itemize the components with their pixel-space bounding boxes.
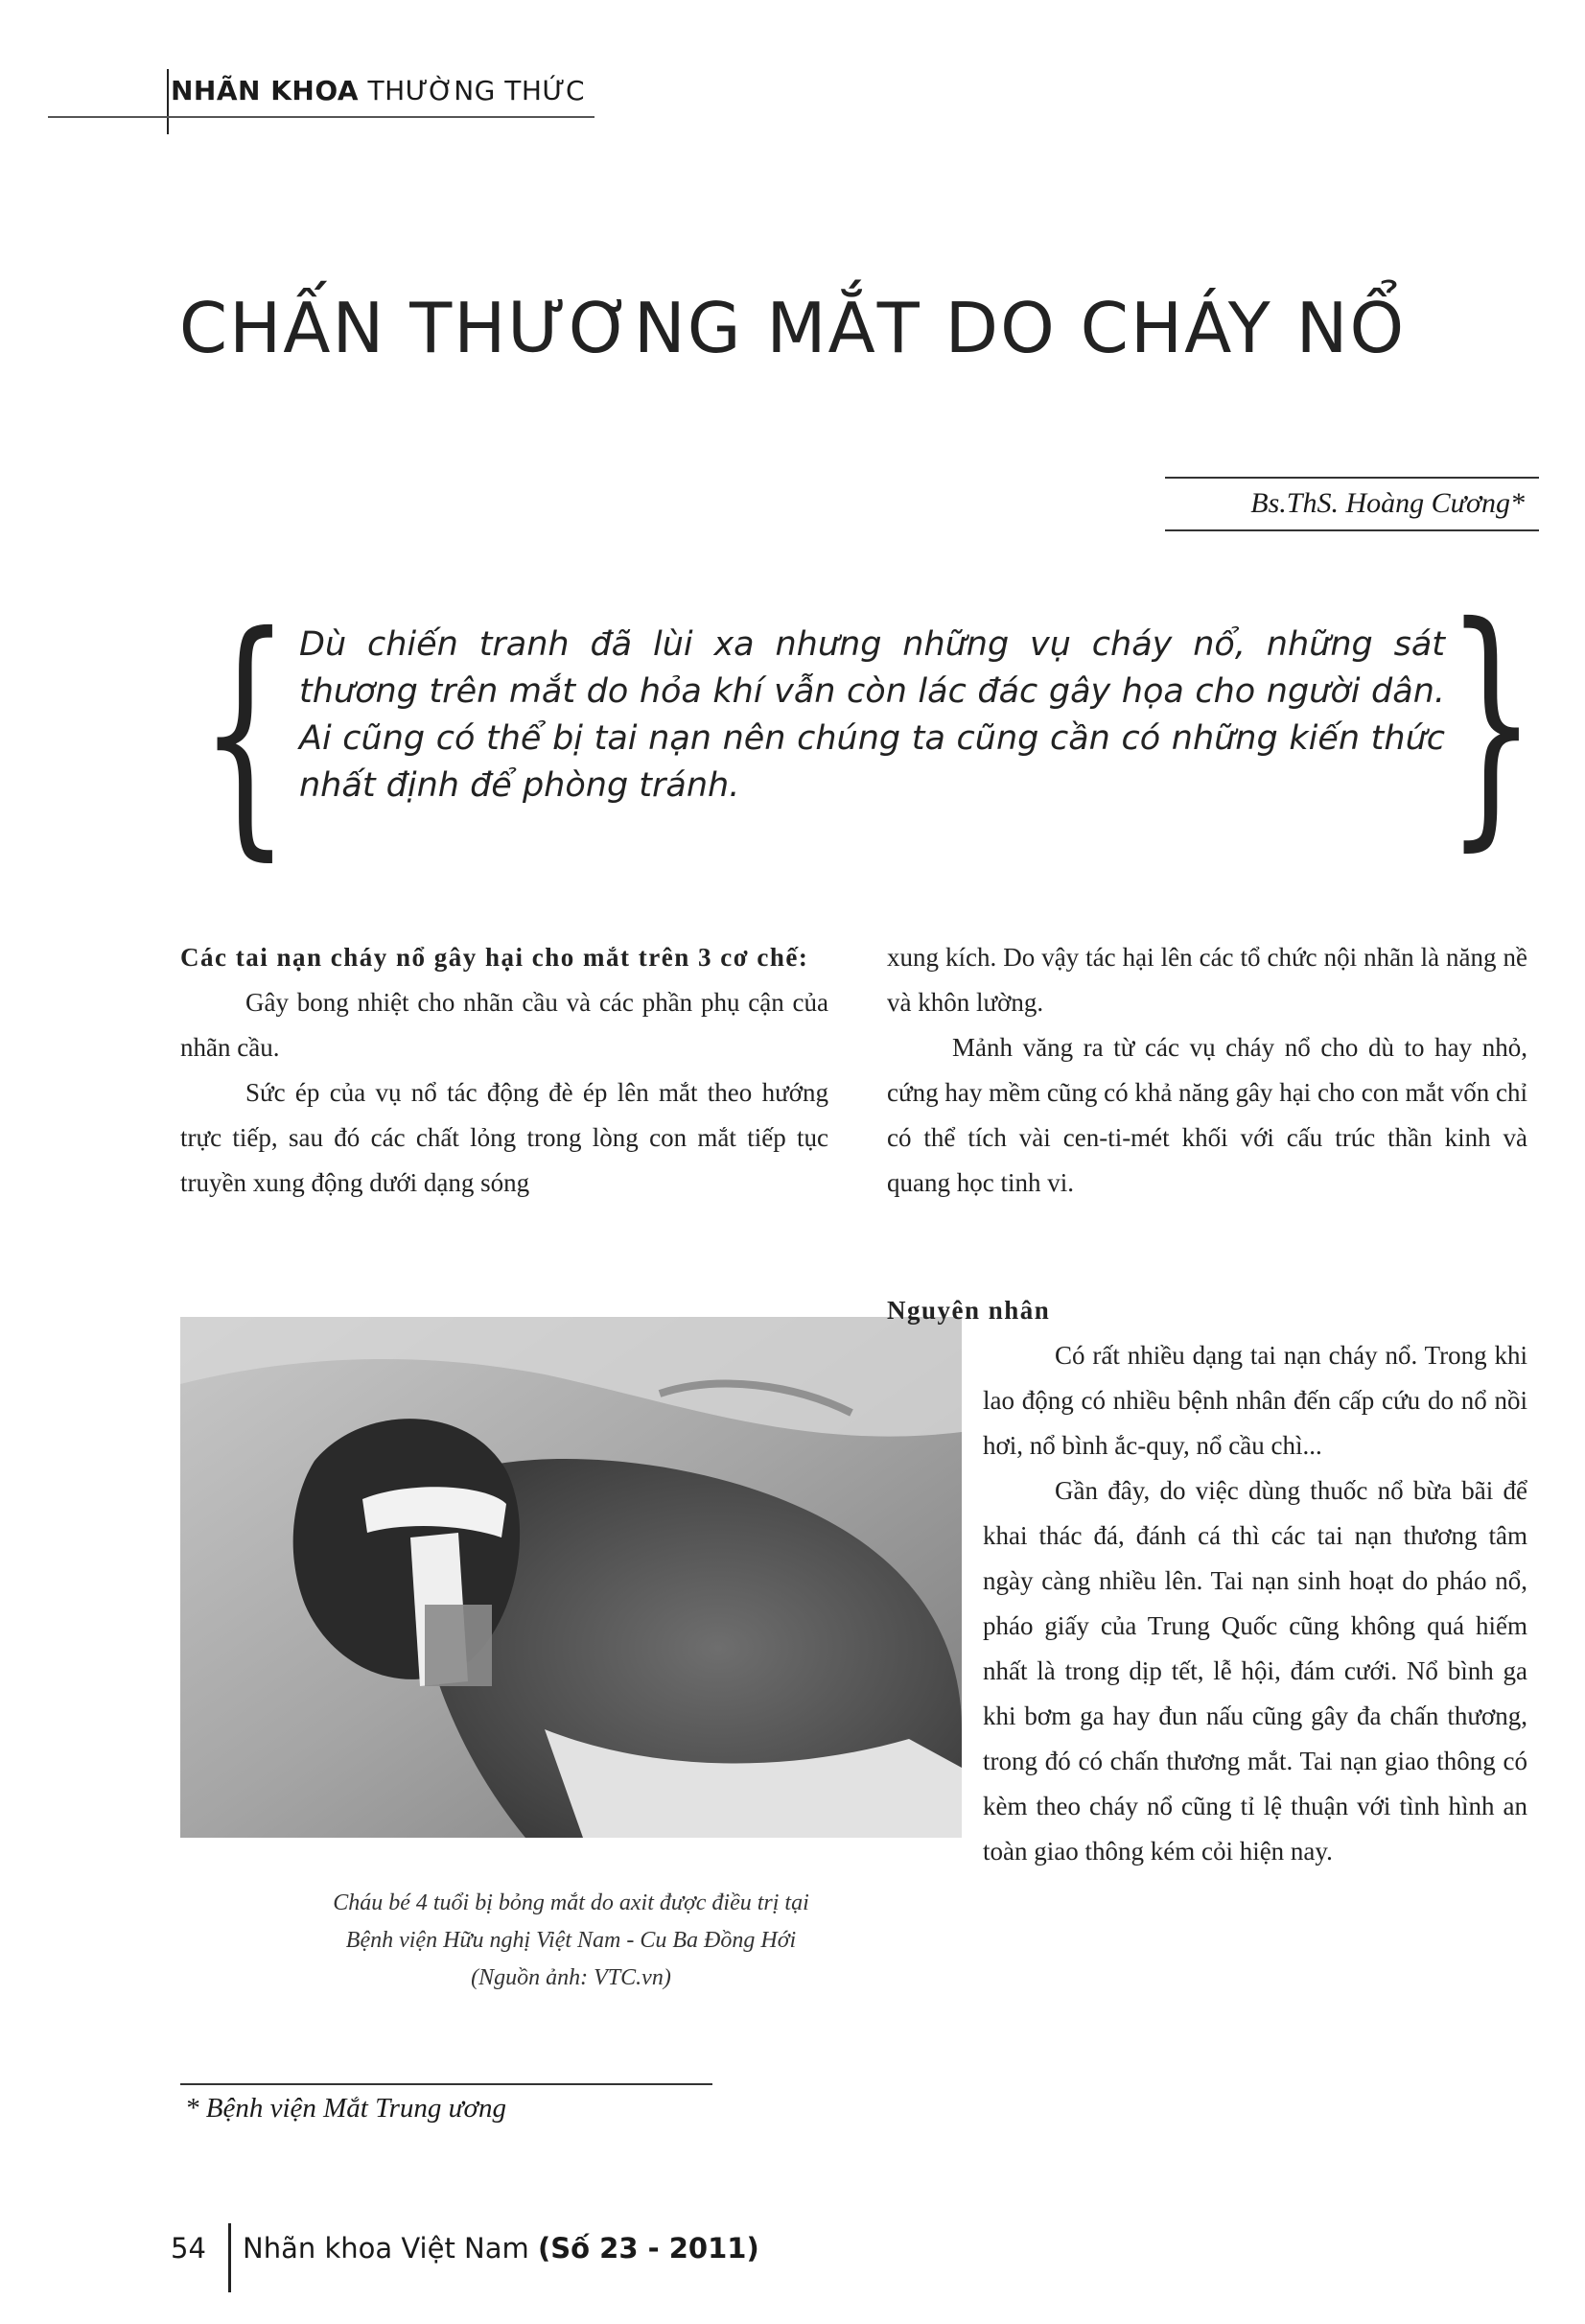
paragraph: xung kích. Do vậy tác hại lên các tổ chức nội nhãn là năng nề và khôn lường.	[887, 943, 1527, 1017]
article-title: CHẤN THƯƠNG MẮT DO CHÁY NỔ	[178, 288, 1407, 368]
right-brace-icon: }	[1446, 571, 1537, 873]
caption-line: (Nguồn ảnh: VTC.vn)	[471, 1965, 671, 1990]
column-right-bottom	[887, 1288, 1527, 1874]
photo-caption	[180, 1885, 962, 1997]
caption-line: Bệnh viện Hữu nghị Việt Nam - Cu Ba Đồng Hới	[345, 1928, 797, 1953]
lead-paragraph: Dù chiến tranh đã lùi xa nhưng những vụ cháy nổ, những sát thương trên mắt do hỏa khí vẫn còn lác đác gây họa cho người dân. Ai cũng có thể bị tai nạn nên chúng ta cũng cần có những kiến thức nhất định để phòng tránh.	[299, 625, 1445, 805]
mechanisms-heading: Các tai nạn cháy nổ gây hại cho mắt trên 3 cơ chế:	[180, 943, 809, 972]
section-tag-rest: THƯỜNG THỨC	[367, 75, 586, 106]
paragraph: Gần đây, do việc dùng thuốc nổ bừa bãi để khai thác đá, đánh cá thì các tai nạn thương tâm ngày càng nhiều lên. Tai nạn sinh hoạt do pháo nổ, pháo giấy của Trung Quốc cũng không quá hiếm nhất là trong dịp tết, lễ hội, đám cưới. Nổ bình ga khi bơm ga hay đun nấu cũng gây đa chấn thương, trong đó có chấn thương mắt. Tai nạn giao thông có kèm theo cháy nổ cũng tỉ lệ thuận với tình hình an toàn giao thông kém cỏi hiện nay.	[983, 1476, 1527, 1866]
footer-divider	[228, 2223, 231, 2292]
section-tag	[171, 75, 585, 106]
article-photo	[180, 1317, 962, 1838]
journal-name: Nhãn khoa Việt Nam	[243, 2232, 529, 2265]
causes-heading: Nguyên nhân	[887, 1296, 1051, 1325]
footnote: * Bệnh viện Mắt Trung ương	[185, 2093, 506, 2124]
journal-footer	[243, 2232, 759, 2265]
photo-illustration	[180, 1317, 962, 1838]
header-rule	[48, 116, 594, 118]
paragraph: Gây bong nhiệt cho nhãn cầu và các phần phụ cận của nhãn cầu.	[180, 988, 828, 1062]
page-number: 54	[171, 2232, 206, 2265]
paragraph: Có rất nhiều dạng tai nạn cháy nổ. Trong khi lao động có nhiều bệnh nhân đến cấp cứu do nổ nồi hơi, nổ bình ắc-quy, nổ cầu chì...	[983, 1341, 1527, 1460]
author-rule-bottom	[1165, 529, 1539, 531]
paragraph: Mảnh văng ra từ các vụ cháy nổ cho dù to hay nhỏ, cứng hay mềm cũng có khả năng gây hại cho con mắt vốn chỉ có thể tích vài cen-ti-mét khối với cấu trúc thần kinh và quang học tinh vi.	[887, 1033, 1527, 1197]
footnote-rule	[180, 2083, 712, 2085]
paragraph: Sức ép của vụ nổ tác động đè ép lên mắt theo hướng trực tiếp, sau đó các chất lỏng trong lòng con mắt tiếp tục truyền xung động dưới dạng sóng	[180, 1078, 828, 1197]
left-brace-icon: {	[199, 580, 291, 882]
journal-issue: (Số 23 - 2011)	[537, 2232, 759, 2265]
header-divider	[167, 69, 169, 134]
author-byline: Bs.ThS. Hoàng Cương*	[1250, 487, 1525, 519]
caption-line: Cháu bé 4 tuổi bị bỏng mắt do axit được điều trị tại	[333, 1890, 809, 1915]
author-rule-top	[1165, 477, 1539, 479]
column-left	[180, 935, 828, 1206]
column-right-top	[887, 935, 1527, 1206]
section-tag-bold: NHÃN KHOA	[171, 75, 360, 106]
